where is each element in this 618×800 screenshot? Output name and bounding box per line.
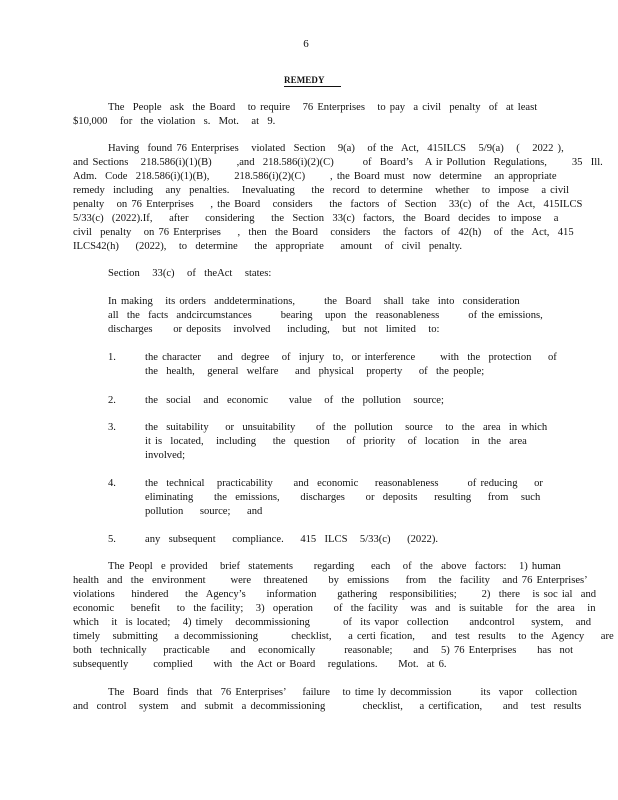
list-item-2-line-1: the social and economic value of the pollution source; (145, 395, 444, 406)
list-item-3-line-1: the suitability or unsuitability of the pollution source to the area in which (145, 422, 548, 433)
quote-line-1: In making its orders anddeterminations, the Board shall take into consideration (108, 296, 520, 307)
paragraph-2-line-5: penalty on 76 Enterprises , the Board considers the factors of Section 33(c) of the Act, 415ILCS (73, 199, 583, 210)
paragraph-5-line-2: and control system and submit a decommissioning checklist, a certification, and test results (73, 701, 582, 712)
list-item-4-line-1: the technical practicability and economic reasonableness of reducing or (145, 478, 543, 489)
paragraph-4-line-4: economic benefit to the facility; 3) operation of the facility was and is suitable for the area in (73, 603, 596, 614)
paragraph-4-line-3: violations hindered the Agency’s information gathering responsibilities; 2) there is soc ial and (73, 589, 597, 600)
paragraph-2-line-8: ILCS42(h) (2022), to determine the appropriate amount of civil penalty. (73, 241, 462, 252)
list-item-3-line-3: involved; (145, 450, 186, 461)
quote-line-3: discharges or deposits involved including, but not limited to: (108, 324, 440, 335)
list-item-3-number: 3. (108, 422, 116, 433)
paragraph-4-line-7: both technically practicable and economically reasonable; and 5) 76 Enterprises has not (73, 645, 574, 656)
paragraph-2-line-1: Having found 76 Enterprises violated Section 9(a) of the Act, 415ILCS 5/9(a) ( 2022 ), (108, 143, 564, 154)
list-item-5-line-1: any subsequent compliance. 415 ILCS 5/33(c) (2022). (145, 534, 438, 545)
paragraph-2-line-7: civil penalty on 76 Enterprises , then the Board considers the factors of 42(h) of the Act, 415 (73, 227, 574, 238)
paragraph-4-line-2: health and the environment were threatened by emissions from the facility and 76 Enterprises’ (73, 575, 588, 586)
paragraph-1-line-1: The People ask the Board to require 76 Enterprises to pay a civil penalty of at least (108, 102, 538, 113)
paragraph-3-line-1: Section 33(c) of theAct states: (108, 268, 272, 279)
paragraph-2-line-4: remedy including any penalties. Inevaluating the record to determine whether to impose a civil (73, 185, 570, 196)
list-item-1-number: 1. (108, 352, 116, 363)
list-item-4-line-3: pollution source; and (145, 506, 263, 517)
paragraph-4-line-1: The Peopl e provided brief statements regarding each of the above factors: 1) human (108, 561, 561, 572)
paragraph-4-line-6: timely submitting a decommissioning checklist, a certi fication, and test results to the Agency are (73, 631, 614, 642)
page-number: 6 (303, 38, 309, 50)
paragraph-2-line-6: 5/33(c) (2022).If, after considering the Section 33(c) factors, the Board decides to impose a (73, 213, 559, 224)
list-item-5-number: 5. (108, 534, 116, 545)
paragraph-4-line-5: which it is located; 4) timely decommissioning of its vapor collection andcontrol system, and (73, 617, 592, 628)
paragraph-4-line-8: subsequently complied with the Act or Board regulations. Mot. at 6. (73, 659, 447, 670)
list-item-3-line-2: it is located, including the question of priority of location in the area (145, 436, 527, 447)
paragraph-2-line-2: and Sections 218.586(i)(1)(B) ,and 218.586(i)(2)(C) of Board’s A ir Pollution Regulations, 35 Ill. (73, 157, 603, 168)
quote-line-2: all the facts andcircumstances bearing upon the reasonableness of the emissions, (108, 310, 543, 321)
list-item-2-number: 2. (108, 395, 116, 406)
list-item-1-line-2: the health, general welfare and physical property of the people; (145, 366, 485, 377)
paragraph-1-line-2: $10,000 for the violation s. Mot. at 9. (73, 116, 276, 127)
paragraph-5-line-1: The Board finds that 76 Enterprises’ failure to time ly decommission its vapor collection (108, 687, 578, 698)
paragraph-2-line-3: Adm. Code 218.586(i)(1)(B), 218.586(i)(2)(C) , the Board must now determine an appropriate (73, 171, 557, 182)
list-item-4-line-2: eliminating the emissions, discharges or deposits resulting from such (145, 492, 541, 503)
list-item-4-number: 4. (108, 478, 116, 489)
section-heading-remedy: REMEDY (284, 74, 341, 87)
list-item-1-line-1: the character and degree of injury to, or interference with the protection of (145, 352, 557, 363)
